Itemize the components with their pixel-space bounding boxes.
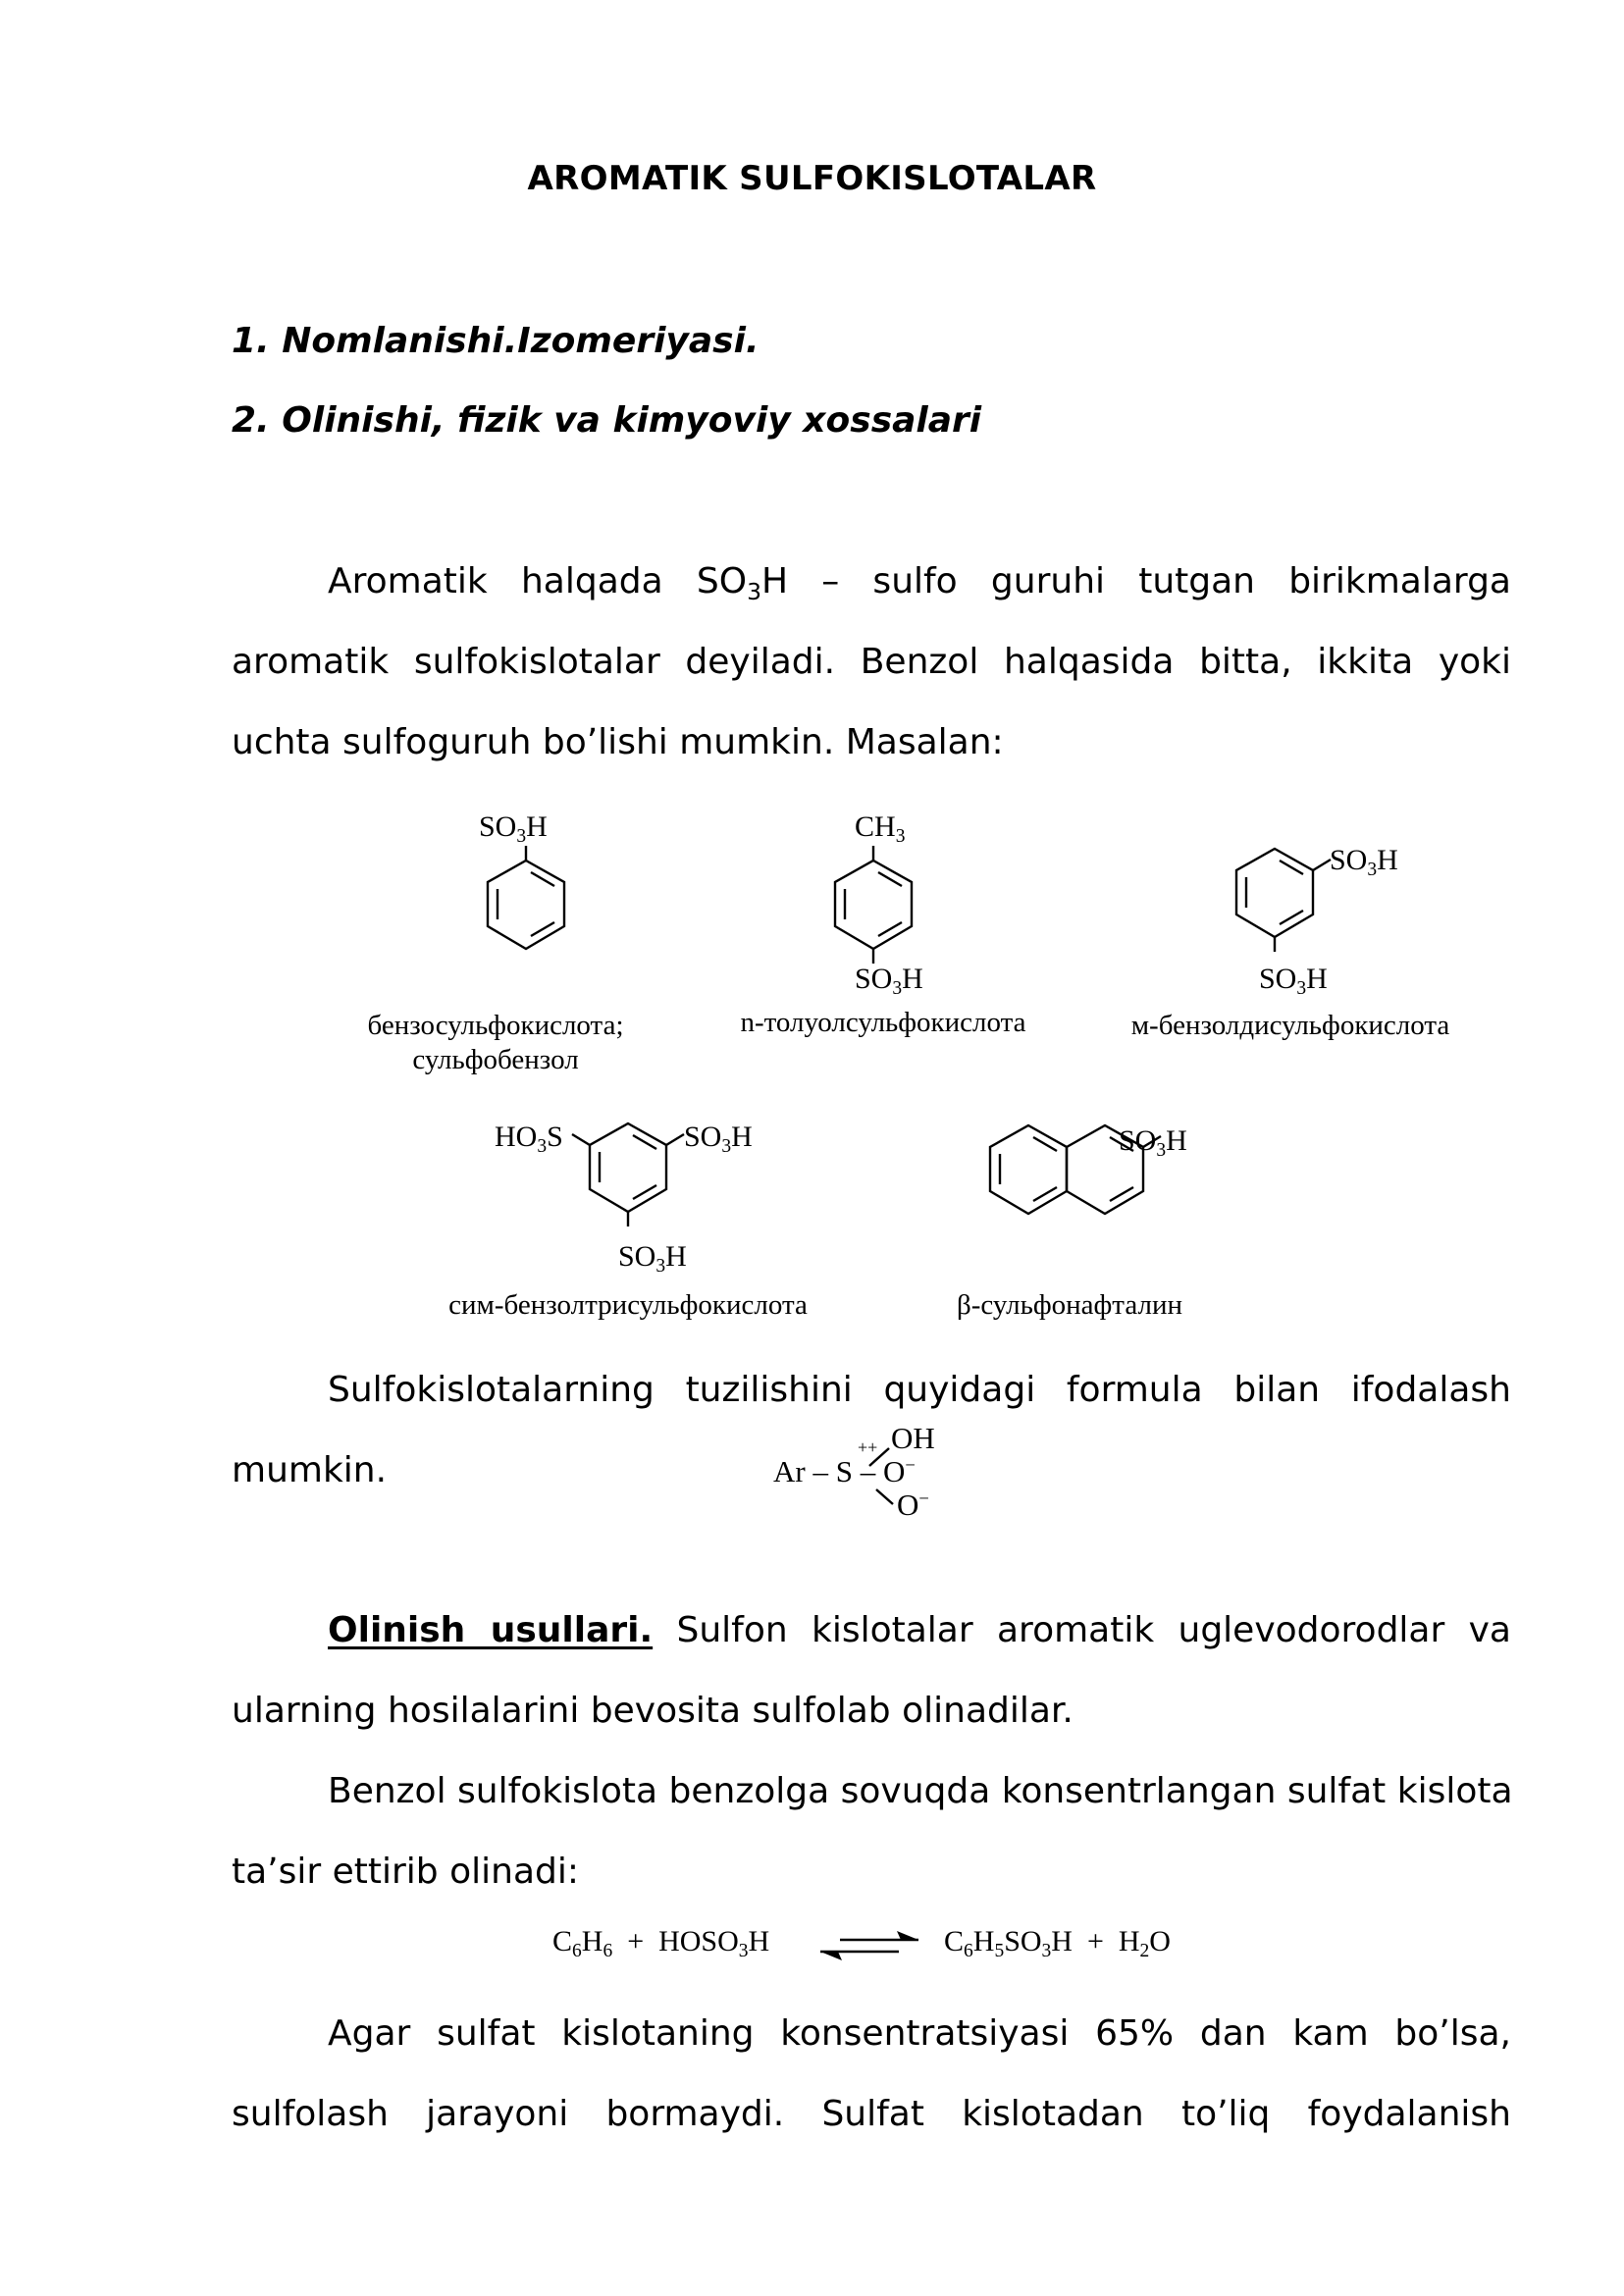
c1-name-1: бензосульфокислота; bbox=[367, 1010, 624, 1041]
bond-o-lower bbox=[876, 1489, 893, 1504]
structure-line-1: Sulfokislotalarning tuzilishini quyidagi formula bilan ifodalash bbox=[328, 1370, 1511, 1410]
benzene-ring-4 bbox=[572, 1123, 684, 1226]
equilibrium-arrow-icon bbox=[820, 1931, 918, 1960]
intro-line-1: Aromatik halqada $SO_3H$ – sulfo guruhi tutgan birikmalarga bbox=[328, 561, 1511, 606]
c2-name: n-толуолсульфокислота bbox=[740, 1007, 1026, 1038]
c4-group-left: $HO_3S$ bbox=[495, 1121, 563, 1157]
toc-item-2: 2. Olinishi, fizik va kimyoviy xossalari bbox=[232, 400, 982, 441]
last-line-1: Agar sulfat kislotaning konsentratsiyasi 65% dan kam bo’lsa, bbox=[328, 2013, 1511, 2054]
intro-line-2: aromatik sulfokislotalar deyiladi. Benzol halqasida bitta, ikkita yoki bbox=[232, 642, 1511, 682]
c5-name: β-сульфонафталин bbox=[957, 1289, 1182, 1321]
methods-line-2: ularning hosilalarini bevosita sulfolab olinadilar. bbox=[232, 1691, 1074, 1731]
reaction-right: $C_6H_5SO_3H + H_2O$ bbox=[944, 1925, 1171, 1961]
benzene-ring-3 bbox=[1236, 849, 1331, 952]
methods-line-1: Olinish usullari. Sulfon kislotalar aromatik uglevodorodlar va bbox=[328, 1610, 1511, 1650]
c1-group: $SO_3H$ bbox=[479, 810, 548, 847]
benzene-ring-1 bbox=[488, 846, 564, 949]
c1-name-2: сульфобензол bbox=[412, 1044, 579, 1075]
c3-group-right: $SO_3H$ bbox=[1330, 844, 1398, 880]
methods-line-3: Benzol sulfokislota benzolga sovuqda konsentrlangan sulfat kislota bbox=[328, 1771, 1513, 1811]
formula-oh: OH bbox=[891, 1421, 935, 1455]
last-line-2: sulfolash jarayoni bormaydi. Sulfat kislotadan to’liq foydalanish bbox=[232, 2094, 1511, 2134]
c4-group-right: $SO_3H$ bbox=[684, 1121, 753, 1157]
benzene-ring-2 bbox=[835, 846, 912, 964]
c3-name: м-бензолдисульфокислота bbox=[1130, 1010, 1450, 1041]
formula-charge: ++ bbox=[858, 1437, 878, 1457]
page-title: AROMATIK SULFOKISLOTALAR bbox=[527, 159, 1097, 198]
formula-o-lower: O− bbox=[897, 1487, 929, 1522]
c2-group-top: $CH_3$ bbox=[855, 810, 906, 847]
methods-line-4: ta’sir ettirib olinadi: bbox=[232, 1852, 579, 1892]
c3-group-bottom: $SO_3H$ bbox=[1259, 963, 1328, 999]
structure-line-2: mumkin. bbox=[232, 1450, 388, 1490]
formula-main: Ar – S – O− bbox=[773, 1454, 916, 1488]
c2-group-bottom: $SO_3H$ bbox=[855, 963, 923, 999]
c5-group: $SO_3H$ bbox=[1119, 1124, 1187, 1161]
toc-item-1: 1. Nomlanishi.Izomeriyasi. bbox=[232, 321, 760, 361]
reaction-left: $C_6H_6$ + $HOSO_3H$ bbox=[552, 1925, 770, 1961]
c4-group-bottom: $SO_3H$ bbox=[618, 1240, 687, 1277]
c4-name: сим-бензолтрисульфокислота bbox=[448, 1289, 808, 1321]
methods-heading: Olinish usullari. bbox=[328, 1610, 654, 1650]
intro-line-3: uchta sulfoguruh bo’lishi mumkin. Masalan: bbox=[232, 722, 1004, 762]
